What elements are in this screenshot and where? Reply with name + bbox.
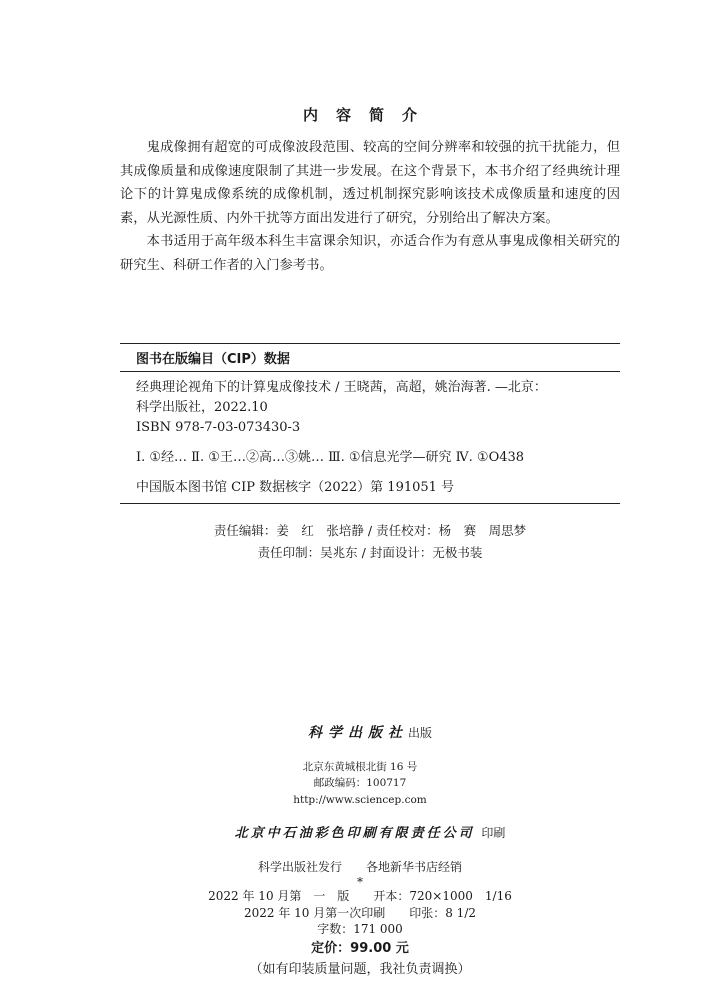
quality-note: （如有印装质量问题，我社负责调换） bbox=[249, 961, 471, 977]
publisher-logotype: 科学出版社 bbox=[308, 724, 408, 741]
separator-star: * bbox=[357, 874, 363, 889]
publisher-suffix: 出版 bbox=[408, 725, 433, 740]
publisher-postcode: 邮政编码：100717 bbox=[313, 777, 407, 790]
intro-paragraph: 鬼成像拥有超宽的可成像波段范围、较高的空间分辨率和较强的抗干扰能力，但其成像质量和成像速度限制了其进一步发展。在这个背景下，本书介绍了经典统计理论下的计算鬼成像系统的成像机制，透过机制探究影响该技术成像质量和速度的因素，从光源性质、内外干扰等方面出发进行了研究，分别给出了解决方案。 bbox=[120, 140, 620, 226]
price: 定价：99.00 元 bbox=[311, 940, 409, 956]
production-line: 责任印制：吴兆东 / 封面设计：无极书装 bbox=[257, 545, 483, 560]
publisher-address: 北京东黄城根北街 16 号 bbox=[302, 760, 418, 773]
editors-line: 责任编辑：姜 红 张培静 / 责任校对：杨 赛 周思梦 bbox=[213, 523, 527, 538]
printer-suffix: 印刷 bbox=[481, 826, 506, 841]
cip-heading: 图书在版编目（CIP）数据 bbox=[136, 352, 290, 367]
cip-body bbox=[120, 372, 620, 498]
intro-title: 内容简介 bbox=[302, 106, 435, 124]
intro-body bbox=[120, 136, 620, 278]
printer-logotype: 北京中石油彩色印刷有限责任公司 bbox=[234, 826, 475, 842]
credits-block bbox=[120, 520, 620, 564]
edition-line: 2022 年 10 月第 一 版 开本：720×1000 1/16 bbox=[208, 888, 512, 903]
publisher-url: http://www.sciencep.com bbox=[293, 793, 427, 806]
printing-line: 2022 年 10 月第一次印刷 印张：8 1/2 bbox=[243, 905, 476, 920]
distribution-line: 科学出版社发行 各地新华书店经销 bbox=[257, 860, 462, 875]
intro-paragraph: 本书适用于高年级本科生丰富课余知识，亦适合作为有意从事鬼成像相关研究的研究生、科研工作者的入门参考书。 bbox=[120, 234, 620, 273]
cip-title-line: 经典理论视角下的计算鬼成像技术 / 王晓茜，高超，姚治海著. —北京： bbox=[136, 380, 547, 395]
cip-bottom-rule bbox=[120, 503, 620, 504]
word-count: 字数：171 000 bbox=[317, 922, 403, 937]
publisher-line bbox=[0, 708, 720, 759]
cip-record-number: 中国版本图书馆 CIP 数据核字（2022）第 191051 号 bbox=[136, 480, 455, 495]
imprint-block bbox=[0, 708, 720, 980]
cip-isbn: ISBN 978-7-03-073430-3 bbox=[136, 420, 301, 435]
cip-classification: Ⅰ. ①经… Ⅱ. ①王…②高…③姚… Ⅲ. ①信息光学—研究 Ⅳ. ①O438 bbox=[136, 450, 525, 465]
printer-line bbox=[0, 809, 720, 860]
cip-block bbox=[120, 343, 620, 504]
cip-publisher-line: 科学出版社，2022.10 bbox=[136, 400, 268, 415]
